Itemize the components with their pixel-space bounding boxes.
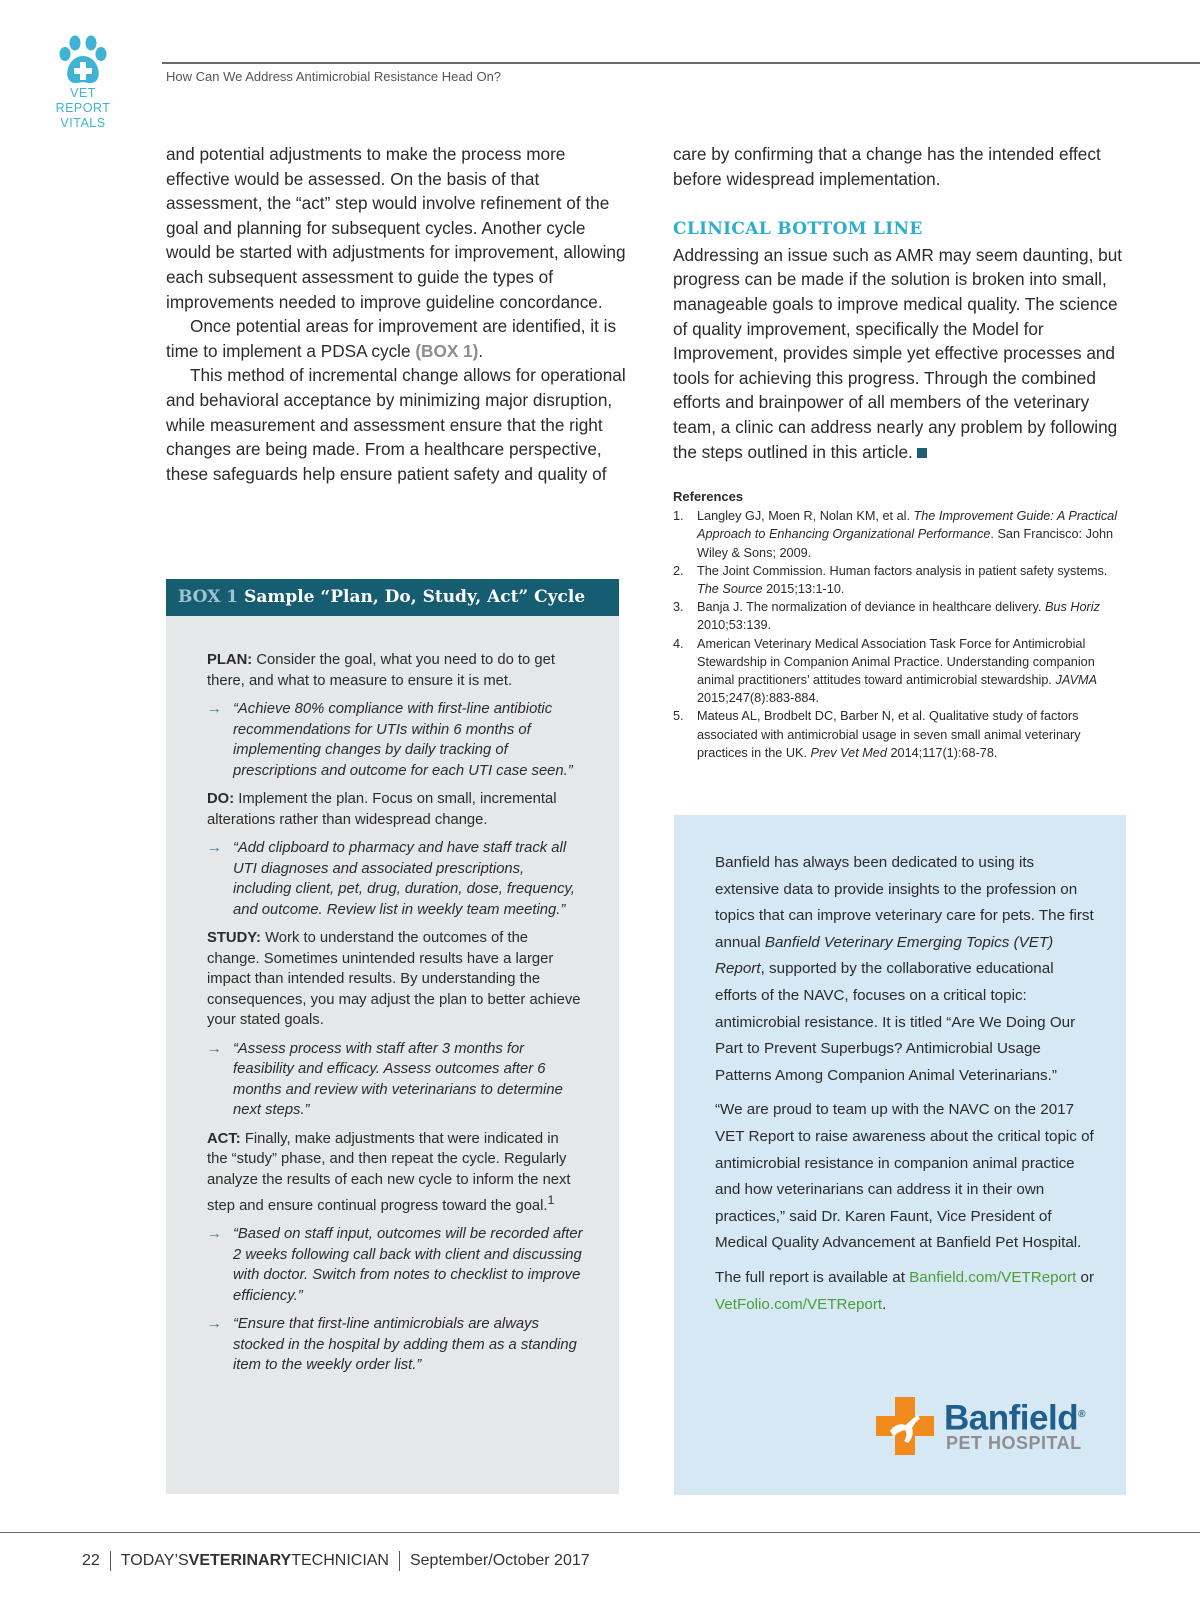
paragraph: and potential adjustments to make the process more effective would be assessed. On the basis of that assessment, the “act” step would involve refinement of the goal and planning for subsequent cycles. Another cycle would be started with adjustments for improvement, allowing each subsequent assessment to guide the types of improvements needed to improve guideline concordance. [166, 144, 626, 312]
arrow-right-icon: → [207, 1226, 222, 1243]
arrow-right-icon: → [207, 1316, 222, 1333]
magazine-title-part: TECHNICIAN [291, 1552, 389, 1570]
footer-rule [0, 1532, 1200, 1533]
act-example [207, 1314, 583, 1376]
footer-separator [110, 1551, 111, 1571]
step-text: Implement the plan. Focus on small, incremental alterations rather than widespread change. [207, 791, 557, 828]
column-right [673, 142, 1133, 464]
reference-text: 2015;247(8):883-884. [697, 691, 820, 706]
paragraph-text: Banfield has always been dedicated to using its extensive data to provide insights to the profession on topics that can improve veterinary care for pets. The first annual [715, 854, 1094, 951]
plan-step [207, 650, 583, 691]
step-text: Work to understand the outcomes of the change. Sometimes unintended results have a larger impact than intended results. By understanding the consequences, you may adjust the plan to better achieve your stated goals. [207, 930, 581, 1028]
reference-text: American Veterinary Medical Association Task Force for Antimicrobial Stewardship in Companion Animal Practice. Understanding companion animal practitioners’ attitudes toward antimicrobial stewardship. [697, 636, 1095, 688]
magazine-title-part: TODAY’S [120, 1552, 189, 1570]
act-step [207, 1129, 583, 1217]
page-number: 22 [82, 1552, 100, 1570]
paragraph-end: . [478, 340, 484, 361]
box-header [166, 579, 619, 616]
vetfolio-report-link[interactable]: VetFolio.com/VETReport [715, 1295, 883, 1313]
arrow-right-icon: → [207, 701, 222, 717]
vet-report-vitals-logo [50, 34, 116, 131]
example-text: “Assess process with staff after 3 months for feasibility and efficacy. Assess outcomes after 6 months and review with veterinarians to determine next steps.” [233, 1040, 563, 1118]
page-footer [82, 1551, 590, 1571]
reference-text: The Joint Commission. Human factors analysis in patient safety systems. [697, 563, 1108, 578]
magazine-title-part: VETERINARY [188, 1552, 292, 1570]
step-label: PLAN: [207, 652, 253, 668]
paragraph-end: . [882, 1295, 887, 1313]
logo-wordmark: Banfield [944, 1398, 1079, 1438]
logo-text-line1: VET [70, 86, 96, 100]
logo-text-line2: REPORT [55, 101, 111, 115]
paragraph [715, 1265, 1095, 1318]
issue-date: September/October 2017 [409, 1552, 590, 1570]
reference-title: Prev Vet Med [810, 745, 887, 760]
citation-superscript: 1 [547, 1193, 555, 1207]
registered-mark: ® [1078, 1409, 1085, 1420]
reference-text: Mateus AL, Brodbelt DC, Barber N, et al. Qualitative study of factors associated with antimicrobial usage in seven small animal veterinary practices in the UK. [697, 709, 1081, 760]
reference-item [673, 598, 1128, 634]
example-text: “Add clipboard to pharmacy and have staff track all UTI diagnoses and associated prescriptions, including client, pet, drug, duration, dose, frequency, and outcome. Review list in weekly team meeting.” [233, 840, 575, 918]
reference-number: 5. [673, 709, 684, 724]
paw-plus-icon [56, 34, 110, 86]
paragraph: care by confirming that a change has the intended effect before widespread implementation. [673, 144, 1101, 189]
arrow-right-icon: → [207, 1040, 222, 1057]
box-title [178, 587, 585, 607]
reference-title: Bus Horiz [1044, 600, 1100, 615]
reference-title: The Improvement Guide: A Practical Approach to Enhancing Organizational Performance [697, 509, 1118, 542]
reference-number: 4. [673, 636, 684, 651]
header-rule [162, 62, 1200, 64]
reference-text: . San Francisco: John Wiley & Sons; 2009. [697, 527, 1114, 560]
box-title-text: Sample “Plan, Do, Study, Act” Cycle [244, 587, 586, 607]
plan-example [207, 699, 583, 781]
do-step [207, 789, 583, 830]
step-label: STUDY: [207, 930, 261, 946]
reference-text: Langley GJ, Moen R, Nolan KM, et al. [697, 509, 914, 524]
reference-item [673, 507, 1128, 562]
end-mark-icon [917, 448, 927, 458]
reference-item [673, 635, 1128, 708]
box-label: BOX 1 [178, 587, 239, 607]
reference-text: 2015;13:1-10. [762, 582, 845, 597]
references-heading: References [673, 489, 744, 504]
step-label: DO: [207, 791, 235, 807]
banfield-cross-pet-icon [874, 1395, 936, 1457]
reference-title: JAVMA [1055, 673, 1098, 688]
box-1-sidebar [166, 579, 619, 1494]
step-text: Consider the goal, what you need to do to get there, and what to measure to ensure it is met. [207, 652, 555, 689]
reference-number: 2. [673, 563, 684, 578]
do-example [207, 838, 583, 920]
box-reference-link[interactable]: (BOX 1) [415, 340, 479, 361]
reference-item [673, 562, 1128, 598]
paragraph-text: or [1076, 1268, 1095, 1286]
example-text: “Achieve 80% compliance with first-line antibiotic recommendations for UTIs within 6 months of implementing changes by daily tracking of prescriptions and outcome for each UTI case seen.” [233, 701, 573, 779]
column-left [166, 142, 626, 486]
box-content [207, 650, 583, 1384]
paragraph [166, 314, 626, 363]
banfield-logo-sub: PET HOSPITAL [946, 1433, 1082, 1453]
reference-text: 2010;53:139. [697, 618, 772, 633]
example-text: “Based on staff input, outcomes will be recorded after 2 weeks following call back with client and discussing with doctor. Switch from notes to checklist to improve efficiency.” [233, 1226, 583, 1304]
references [673, 488, 1128, 762]
logo-text-line3: VITALS [60, 116, 106, 130]
report-title: Banfield Veterinary Emerging Topics (VET) Report [715, 933, 1054, 978]
act-example [207, 1224, 583, 1306]
reference-item [673, 707, 1128, 762]
reference-title: The Source [697, 582, 763, 597]
example-text: “Ensure that first-line antimicrobials are always stocked in the hospital by adding them as a standing item to the weekly order list.” [233, 1316, 577, 1374]
paragraph-text: Once potential areas for improvement are identified, it is time to implement a PDSA cycle [166, 316, 617, 361]
paragraph-text: Addressing an issue such as AMR may seem daunting, but progress can be made if the solution is broken into small, manageable goals to improve medical quality. The science of quality improvement, specifically the Model for Improvement, provides simple yet effective processes and tools for achieving this progress. Through the combined efforts and brainpower of all members of the veterinary team, a clinic can address nearly any problem by following the steps outlined in this article. [673, 244, 1123, 462]
paragraph: “We are proud to team up with the NAVC on the 2017 VET Report to raise awareness about the critical topic of antimicrobial resistance in companion animal practice and how veterinarians can address it in their own practices,” said Dr. Karen Faunt, Vice President of Medical Quality Advancement at Banfield Pet Hospital. [715, 1101, 1094, 1252]
paragraph-text: The full report is available at [715, 1268, 910, 1286]
step-text: Finally, make adjustments that were indicated in the “study” phase, and then repeat the cycle. Regularly analyze the results of each new cycle to inform the next step and ensure continual progress toward the goal. [207, 1130, 571, 1214]
reference-number: 1. [673, 509, 684, 524]
arrow-right-icon: → [207, 840, 222, 856]
study-step [207, 928, 583, 1031]
paragraph [715, 850, 1095, 1089]
banfield-text [715, 850, 1095, 1326]
study-example [207, 1039, 583, 1121]
reference-number: 3. [673, 600, 684, 615]
footer-separator [399, 1551, 400, 1571]
paragraph-text: , supported by the collaborative educational efforts of the NAVC, focuses on a critical topic: antimicrobial resistance. It is titled “Are We Doing Our Part to Prevent Superbugs? Antimicrobial Usage Patterns Among Companion Animal Veterinarians.” [715, 960, 1076, 1084]
magazine-title [121, 1552, 389, 1569]
banfield-report-link[interactable]: Banfield.com/VETReport [909, 1268, 1077, 1286]
banfield-sidebar [674, 815, 1126, 1495]
reference-text: 2014;117(1):68-78. [886, 745, 998, 760]
paragraph [673, 243, 1133, 464]
section-heading: CLINICAL BOTTOM LINE [673, 219, 923, 240]
paragraph: This method of incremental change allows for operational and behavioral acceptance by minimizing major disruption, while measurement and assessment ensure that the right changes are being made. From a healthcare perspective, these safeguards help ensure patient safety and quality of [166, 365, 626, 484]
running-head: How Can We Address Antimicrobial Resistance Head On? [166, 69, 502, 84]
banfield-logo [874, 1395, 1094, 1459]
reference-text: Banja J. The normalization of deviance in healthcare delivery. [697, 600, 1045, 615]
step-label: ACT: [207, 1130, 241, 1147]
